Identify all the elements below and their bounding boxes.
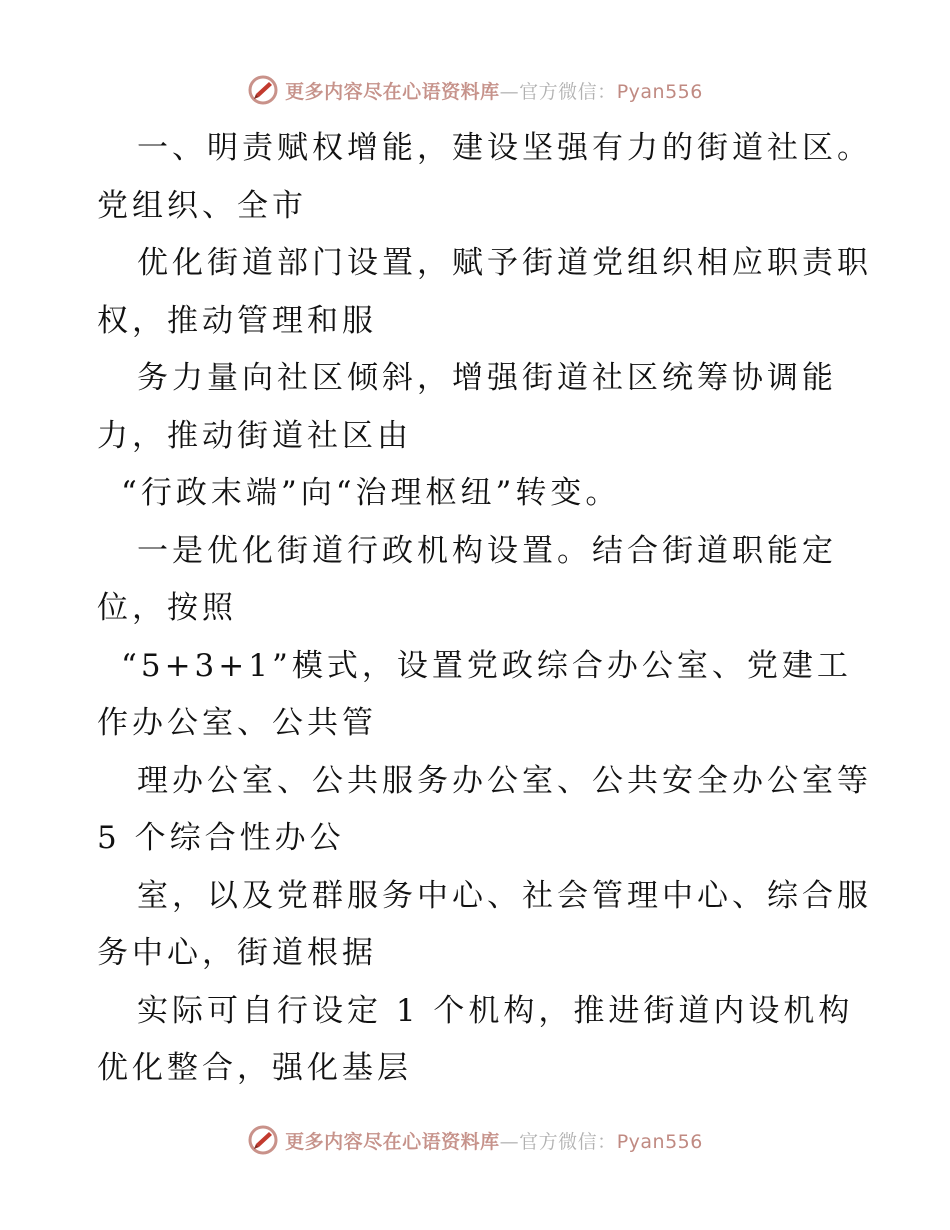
text-line: 优化街道部门设置，赋予街道党组织相应职责职 [137,245,872,281]
text-line: 理办公室、公共服务办公室、公共安全办公室等 [137,762,872,799]
watermark-separator: — [499,1130,520,1153]
text-line: 位，按照 [97,590,237,626]
text-line: 一是优化街道行政机构设置。结合街道职能定 [137,532,837,569]
text-line: 权，推动管理和服 [97,302,377,339]
text-line: 一、明责赋权增能，建设坚强有力的街道社区。 [137,130,872,166]
watermark-brand: 更多内容尽在心语资料库 [285,1130,500,1153]
watermark-text [285,1127,703,1154]
watermark-separator: — [499,80,520,103]
text-line: 作办公室、公共管 [97,705,377,741]
text-line: 优化整合，强化基层 [97,1050,412,1086]
watermark-official-label: 官方微信： [519,80,617,103]
header-watermark [0,70,950,110]
text-line: 务力量向社区倾斜，增强街道社区统筹协调能 [137,360,837,396]
text-line: 室，以及党群服务中心、社会管理中心、综合服 [137,877,872,914]
text-line: 务中心，街道根据 [97,935,377,971]
footer-watermark [0,1120,950,1160]
text-line: “5+3+1”模式，设置党政综合办公室、党建工 [121,647,852,684]
watermark-account: Pyan556 [616,80,703,103]
text-line: 力，推动街道社区由 [97,417,412,454]
document-body [97,120,897,1098]
text-line: 党组织、全市 [97,187,307,224]
brand-logo-icon [247,1124,279,1156]
watermark-official-label: 官方微信： [519,1130,617,1153]
text-line: 实际可自行设定 1 个机构，推进街道内设机构 [137,992,854,1029]
text-line: “行政末端”向“治理枢纽”转变。 [121,475,621,511]
watermark-account: Pyan556 [616,1130,703,1153]
text-line: 5 个综合性办公 [97,820,345,856]
watermark-text [285,77,703,104]
watermark-brand: 更多内容尽在心语资料库 [285,80,500,103]
brand-logo-icon [247,74,279,106]
